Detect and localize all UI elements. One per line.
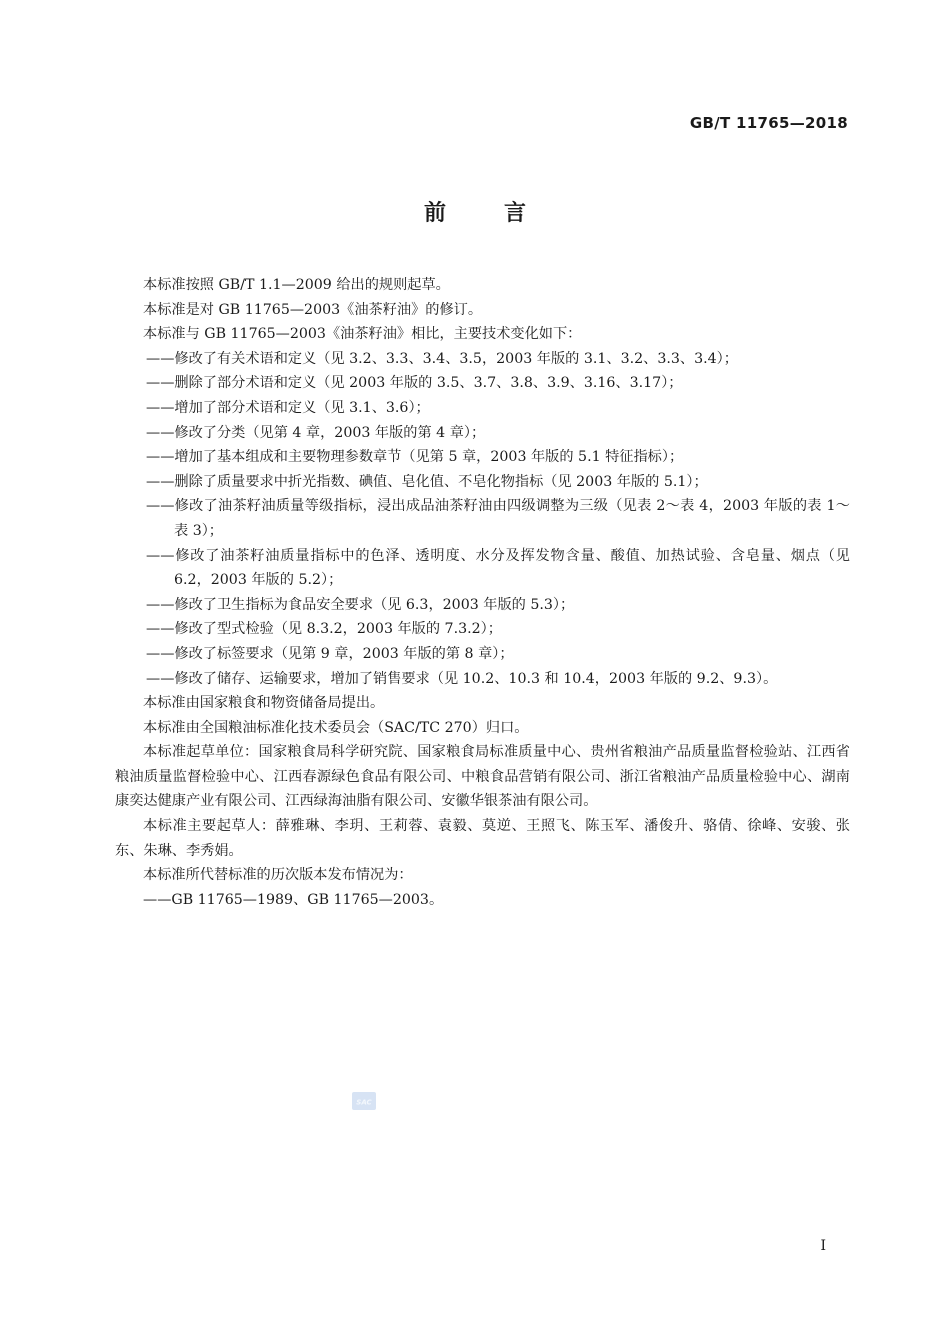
watermark-text: SAC xyxy=(356,1098,372,1107)
change-item: ——删除了质量要求中折光指数、碘值、皂化值、不皂化物指标（见 2003 年版的 5.1）； xyxy=(146,473,708,490)
title-char-1: 前 xyxy=(423,201,446,226)
foreword-body xyxy=(115,273,850,912)
history-item: ——GB 11765—1989、GB 11765—2003。 xyxy=(143,891,444,908)
page-number: I xyxy=(820,1238,826,1254)
intro-paragraph-2: 本标准是对 GB 11765—2003《油茶籽油》的修订。 xyxy=(143,301,483,318)
proposed-by-paragraph: 本标准由国家粮食和物资储备局提出。 xyxy=(143,695,385,712)
change-item: ——增加了部分术语和定义（见 3.1、3.6）； xyxy=(146,399,430,416)
intro-paragraph-3: 本标准与 GB 11765—2003《油茶籽油》相比，主要技术变化如下： xyxy=(143,326,582,343)
drafters-paragraph: 本标准主要起草人：薛雅琳、李玥、王莉蓉、袁毅、莫逆、王照飞、陈玉军、潘俊升、骆倩、徐峰、安骏、张东、朱琳、李秀娟。 xyxy=(115,818,850,859)
sac-watermark-logo xyxy=(352,1092,376,1110)
change-item: ——删除了部分术语和定义（见 2003 年版的 3.5、3.7、3.8、3.9、3.16、3.17）； xyxy=(146,375,683,392)
change-item: ——增加了基本组成和主要物理参数章节（见第 5 章，2003 年版的 5.1 特征指标）； xyxy=(146,449,684,466)
page-title xyxy=(0,196,950,227)
drafting-units-paragraph: 本标准起草单位：国家粮食局科学研究院、国家粮食局标准质量中心、贵州省粮油产品质量监督检验站、江西省粮油质量监督检验中心、江西春源绿色食品有限公司、中粮食品营销有限公司、浙江省粮油产品质量检验中心、湖南康奕达健康产业有限公司、江西绿海油脂有限公司、安徽华银茶油有限公司。 xyxy=(115,744,850,810)
history-intro-paragraph: 本标准所代替标准的历次版本发布情况为： xyxy=(143,867,413,884)
change-item: ——修改了标签要求（见第 9 章，2003 年版的第 8 章）； xyxy=(146,645,514,662)
change-item: ——修改了油茶籽油质量等级指标，浸出成品油茶籽油由四级调整为三级（见表 2～表 4，2003 年版的表 1～表 3）； xyxy=(146,498,850,539)
change-item: ——修改了分类（见第 4 章，2003 年版的第 4 章）； xyxy=(146,424,486,441)
change-item: ——修改了型式检验（见 8.3.2，2003 年版的 7.3.2）； xyxy=(146,621,502,638)
title-char-2: 言 xyxy=(504,201,527,226)
change-item: ——修改了油茶籽油质量指标中的色泽、透明度、水分及挥发物含量、酸值、加热试验、含皂量、烟点（见 6.2，2003 年版的 5.2）； xyxy=(146,547,850,589)
standard-code: GB/T 11765—2018 xyxy=(689,114,848,132)
change-item: ——修改了储存、运输要求，增加了销售要求（见 10.2、10.3 和 10.4，2003 年版的 9.2、9.3）。 xyxy=(146,670,778,687)
change-item: ——修改了有关术语和定义（见 3.2、3.3、3.4、3.5，2003 年版的 3.1、3.2、3.3、3.4）； xyxy=(146,350,738,367)
intro-paragraph-1: 本标准按照 GB/T 1.1—2009 给出的规则起草。 xyxy=(143,277,450,293)
managed-by-paragraph: 本标准由全国粮油标准化技术委员会（SAC/TC 270）归口。 xyxy=(143,719,529,736)
change-item: ——修改了卫生指标为食品安全要求（见 6.3，2003 年版的 5.3）； xyxy=(146,596,575,613)
